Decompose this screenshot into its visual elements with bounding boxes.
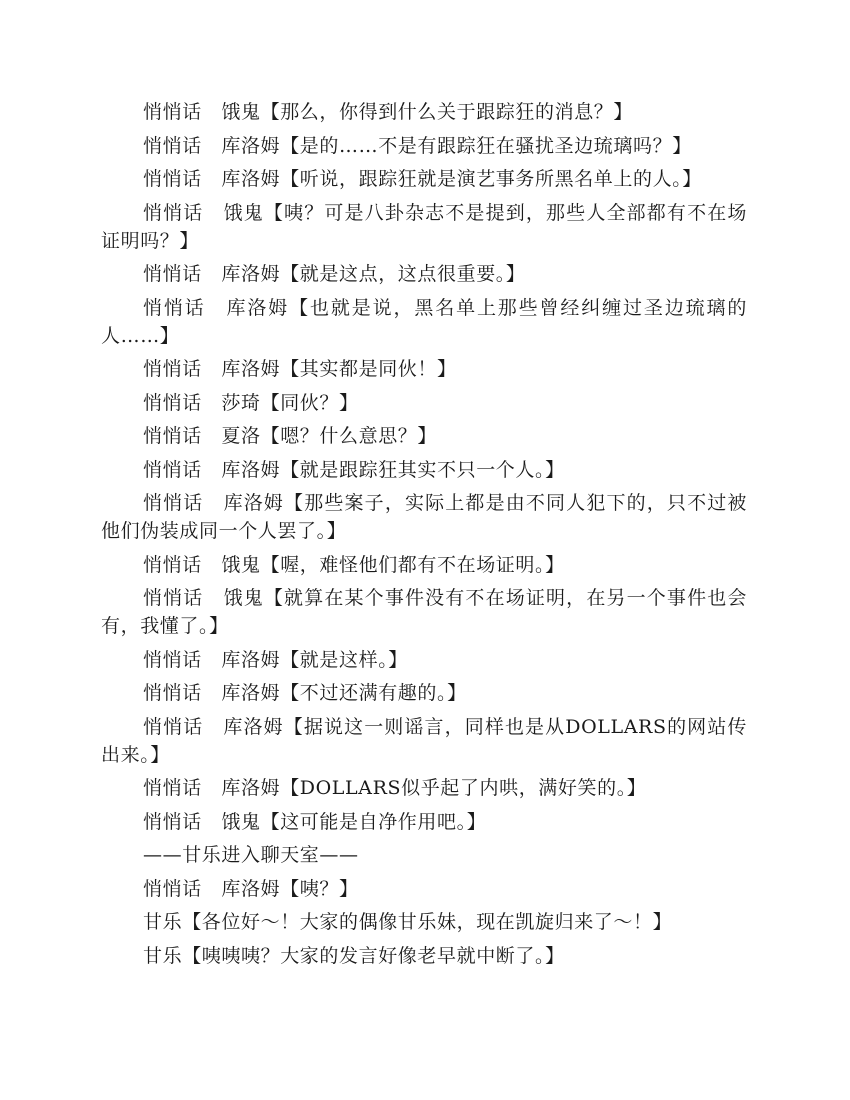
chat-line: 悄悄话 饿鬼【喔，难怪他们都有不在场证明。】 — [143, 553, 565, 576]
system-message: ——甘乐进入聊天室—— — [143, 844, 359, 866]
chat-line: 甘乐【咦咦咦？大家的发言好像老早就中断了。】 — [143, 944, 565, 967]
chat-line: 悄悄话 饿鬼【咦？可是八卦杂志不是提到，那些人全部都有不在场证明吗？】 — [101, 201, 747, 252]
chat-line: 悄悄话 库洛姆【那些案子，实际上都是由不同人犯下的，只不过被他们伪装成同一个人罢了。】 — [101, 492, 747, 542]
chat-line: 悄悄话 库洛姆【是的……不是有跟踪狂在骚扰圣边琉璃吗？】 — [143, 134, 692, 157]
chat-line: 悄悄话 库洛姆【就是这样。】 — [143, 648, 408, 671]
chat-line: 悄悄话 饿鬼【就算在某个事件没有不在场证明，在另一个事件也会有，我懂了。】 — [101, 587, 747, 637]
chat-line: 悄悄话 库洛姆【就是这点，这点很重要。】 — [143, 263, 526, 285]
chat-line: 悄悄话 库洛姆【DOLLARS似乎起了内哄，满好笑的。】 — [143, 777, 647, 799]
chat-line: 甘乐【各位好～！大家的偶像甘乐妹，现在凯旋归来了～！】 — [143, 911, 673, 933]
chat-line: 悄悄话 库洛姆【不过还满有趣的。】 — [143, 682, 467, 704]
chat-line: 悄悄话 库洛姆【咦？】 — [143, 877, 359, 900]
chat-line: 悄悄话 莎琦【同伙？】 — [143, 391, 359, 414]
chat-line: 悄悄话 库洛姆【听说，跟踪狂就是演艺事务所黑名单上的人。】 — [143, 168, 702, 190]
chat-line: 悄悄话 库洛姆【据说这一则谣言，同样也是从DOLLARS的网站传出来。】 — [101, 715, 747, 766]
chat-line: 悄悄话 库洛姆【其实都是同伙！】 — [143, 358, 457, 380]
chat-line: 悄悄话 库洛姆【也就是说，黑名单上那些曾经纠缠过圣边琉璃的人……】 — [101, 296, 747, 347]
chat-log-page — [101, 98, 747, 975]
chat-line: 悄悄话 库洛姆【就是跟踪狂其实不只一个人。】 — [143, 458, 565, 481]
chat-line: 悄悄话 夏洛【嗯？什么意思？】 — [143, 425, 438, 447]
chat-line: 悄悄话 饿鬼【那么，你得到什么关于跟踪狂的消息？】 — [143, 101, 634, 123]
chat-line: 悄悄话 饿鬼【这可能是自净作用吧。】 — [143, 810, 487, 833]
